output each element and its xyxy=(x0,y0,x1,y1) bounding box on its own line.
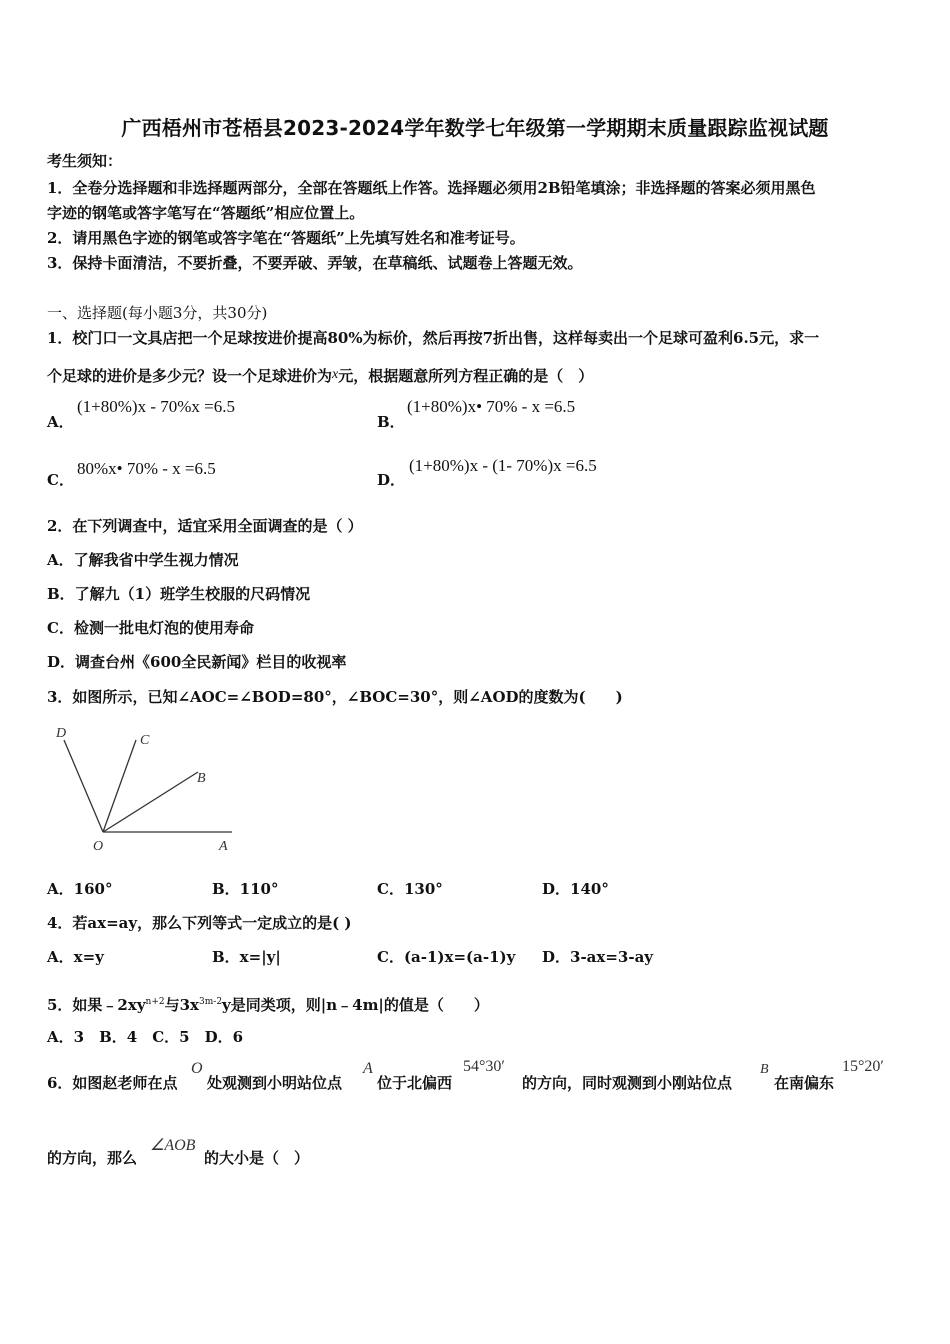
q6-stem-part2: 处观测到小明站位点 xyxy=(207,1074,343,1092)
q1-option-d-label[interactable]: D． xyxy=(377,471,406,489)
q2-option-b[interactable]: B．了解九（1）班学生校服的尺码情况 xyxy=(47,585,311,603)
q2-option-c[interactable]: C．检测一批电灯泡的使用寿命 xyxy=(47,619,254,637)
q1-stem-text: 个足球的进价是多少元？设一个足球进价为 xyxy=(47,367,333,385)
q5-stem-part3: y是同类项，则|n﹣4m|的值是（ ） xyxy=(222,996,489,1014)
q6-stem-line2b: 的大小是（ ） xyxy=(204,1149,310,1167)
ray-ob xyxy=(103,772,198,832)
q4-option-a[interactable]: A．x=y xyxy=(47,948,104,966)
page-title: 广西梧州市苍梧县2023-2024学年数学七年级第一学期期末质量跟踪监视试题 xyxy=(121,116,829,140)
q4-option-c[interactable]: C．(a-1)x=(a-1)y xyxy=(377,948,516,966)
q3-angle-figure xyxy=(40,718,250,858)
section-heading: 一、选择题(每小题3分，共30分) xyxy=(47,304,268,322)
ray-od xyxy=(64,740,103,832)
notice-item-1-cont: 字迹的钢笔或答字笔写在“答题纸”相应位置上。 xyxy=(47,204,365,222)
label-d: D xyxy=(56,726,67,741)
label-o: O xyxy=(93,839,104,854)
notice-item-2: 2．请用黑色字迹的钢笔或答字笔在“答题纸”上先填写姓名和准考证号。 xyxy=(47,229,525,247)
q6-stem-line2a: 的方向，那么 xyxy=(47,1149,138,1167)
q1-stem-text-end: 元，根据题意所列方程正确的是（ ） xyxy=(338,367,594,385)
q3-option-c[interactable]: C．130° xyxy=(377,880,443,898)
q2-stem: 2．在下列调查中，适宜采用全面调查的是（ ） xyxy=(47,517,363,535)
q4-option-d[interactable]: D．3-ax=3-ay xyxy=(542,948,653,966)
q6-point-o: O xyxy=(191,1060,203,1077)
q1-option-b-expr: (1+80%)x• 70% - x =6.5 xyxy=(407,397,576,416)
label-c: C xyxy=(140,733,150,748)
q1-stem-line1: 1．校门口一文具店把一个足球按进价提高80%为标价，然后再按7折出售，这样每卖出一个足球可盈利6.5元，求一 xyxy=(47,329,820,347)
notice-item-3: 3．保持卡面清洁，不要折叠，不要弄破、弄皱，在草稿纸、试题卷上答题无效。 xyxy=(47,254,583,272)
q1-option-a-label[interactable]: A． xyxy=(47,413,74,431)
ray-oc xyxy=(103,740,136,832)
q5-stem xyxy=(47,992,489,1015)
label-b: B xyxy=(197,771,206,786)
q1-option-c-label[interactable]: C． xyxy=(47,471,74,489)
q1-variable: x xyxy=(332,367,339,382)
q6-point-b: B xyxy=(760,1062,769,1077)
q1-option-a-expr: (1+80%)x - 70%x =6.5 xyxy=(77,397,235,416)
q6-angle-1: 54°30′ xyxy=(463,1058,505,1075)
notice-item-1: 1．全卷分选择题和非选择题两部分，全部在答题纸上作答。选择题必须用2B铅笔填涂；非选择题的答案必须用黑色 xyxy=(47,179,816,197)
notice-heading: 考生须知： xyxy=(47,152,123,170)
q1-option-d-expr: (1+80%)x - (1- 70%)x =6.5 xyxy=(409,456,597,475)
q6-angle-aob: ∠AOB xyxy=(150,1137,196,1154)
q1-stem-line2 xyxy=(47,365,593,386)
q1-option-b-label[interactable]: B． xyxy=(377,413,405,431)
q3-option-a[interactable]: A．160° xyxy=(47,880,113,898)
q6-stem-part4: 的方向，同时观测到小刚站位点 xyxy=(522,1074,733,1092)
q6-point-a: A xyxy=(363,1060,373,1077)
q3-stem: 3．如图所示，已知∠AOC=∠BOD=80°，∠BOC=30°，则∠AOD的度数为( ) xyxy=(47,688,623,706)
q4-option-b[interactable]: B．x=|y| xyxy=(212,948,281,966)
q3-option-b[interactable]: B．110° xyxy=(212,880,279,898)
q1-option-c-expr: 80%x• 70% - x =6.5 xyxy=(77,459,216,478)
q2-option-d[interactable]: D．调查台州《600全民新闻》栏目的收视率 xyxy=(47,653,347,671)
q6-stem-part3: 位于北偏西 xyxy=(377,1074,453,1092)
q5-exponent-1: n+2 xyxy=(145,997,165,1007)
q6-stem-part5: 在南偏东 xyxy=(774,1074,835,1092)
q4-stem: 4．若ax=ay，那么下列等式一定成立的是( ) xyxy=(47,914,352,932)
q6-stem-part1: 6．如图赵老师在点 xyxy=(47,1074,178,1092)
q5-stem-part1: 5．如果﹣2xy xyxy=(47,996,146,1014)
q5-options[interactable]: A．3 B．4 C．5 D．6 xyxy=(47,1028,244,1046)
q3-option-d[interactable]: D．140° xyxy=(542,880,609,898)
q6-angle-2: 15°20′ xyxy=(842,1058,884,1075)
q5-exponent-2: 3m-2 xyxy=(199,997,223,1007)
q2-option-a[interactable]: A．了解我省中学生视力情况 xyxy=(47,551,239,569)
q5-stem-part2: 与3x xyxy=(164,996,200,1014)
label-a: A xyxy=(219,839,228,854)
